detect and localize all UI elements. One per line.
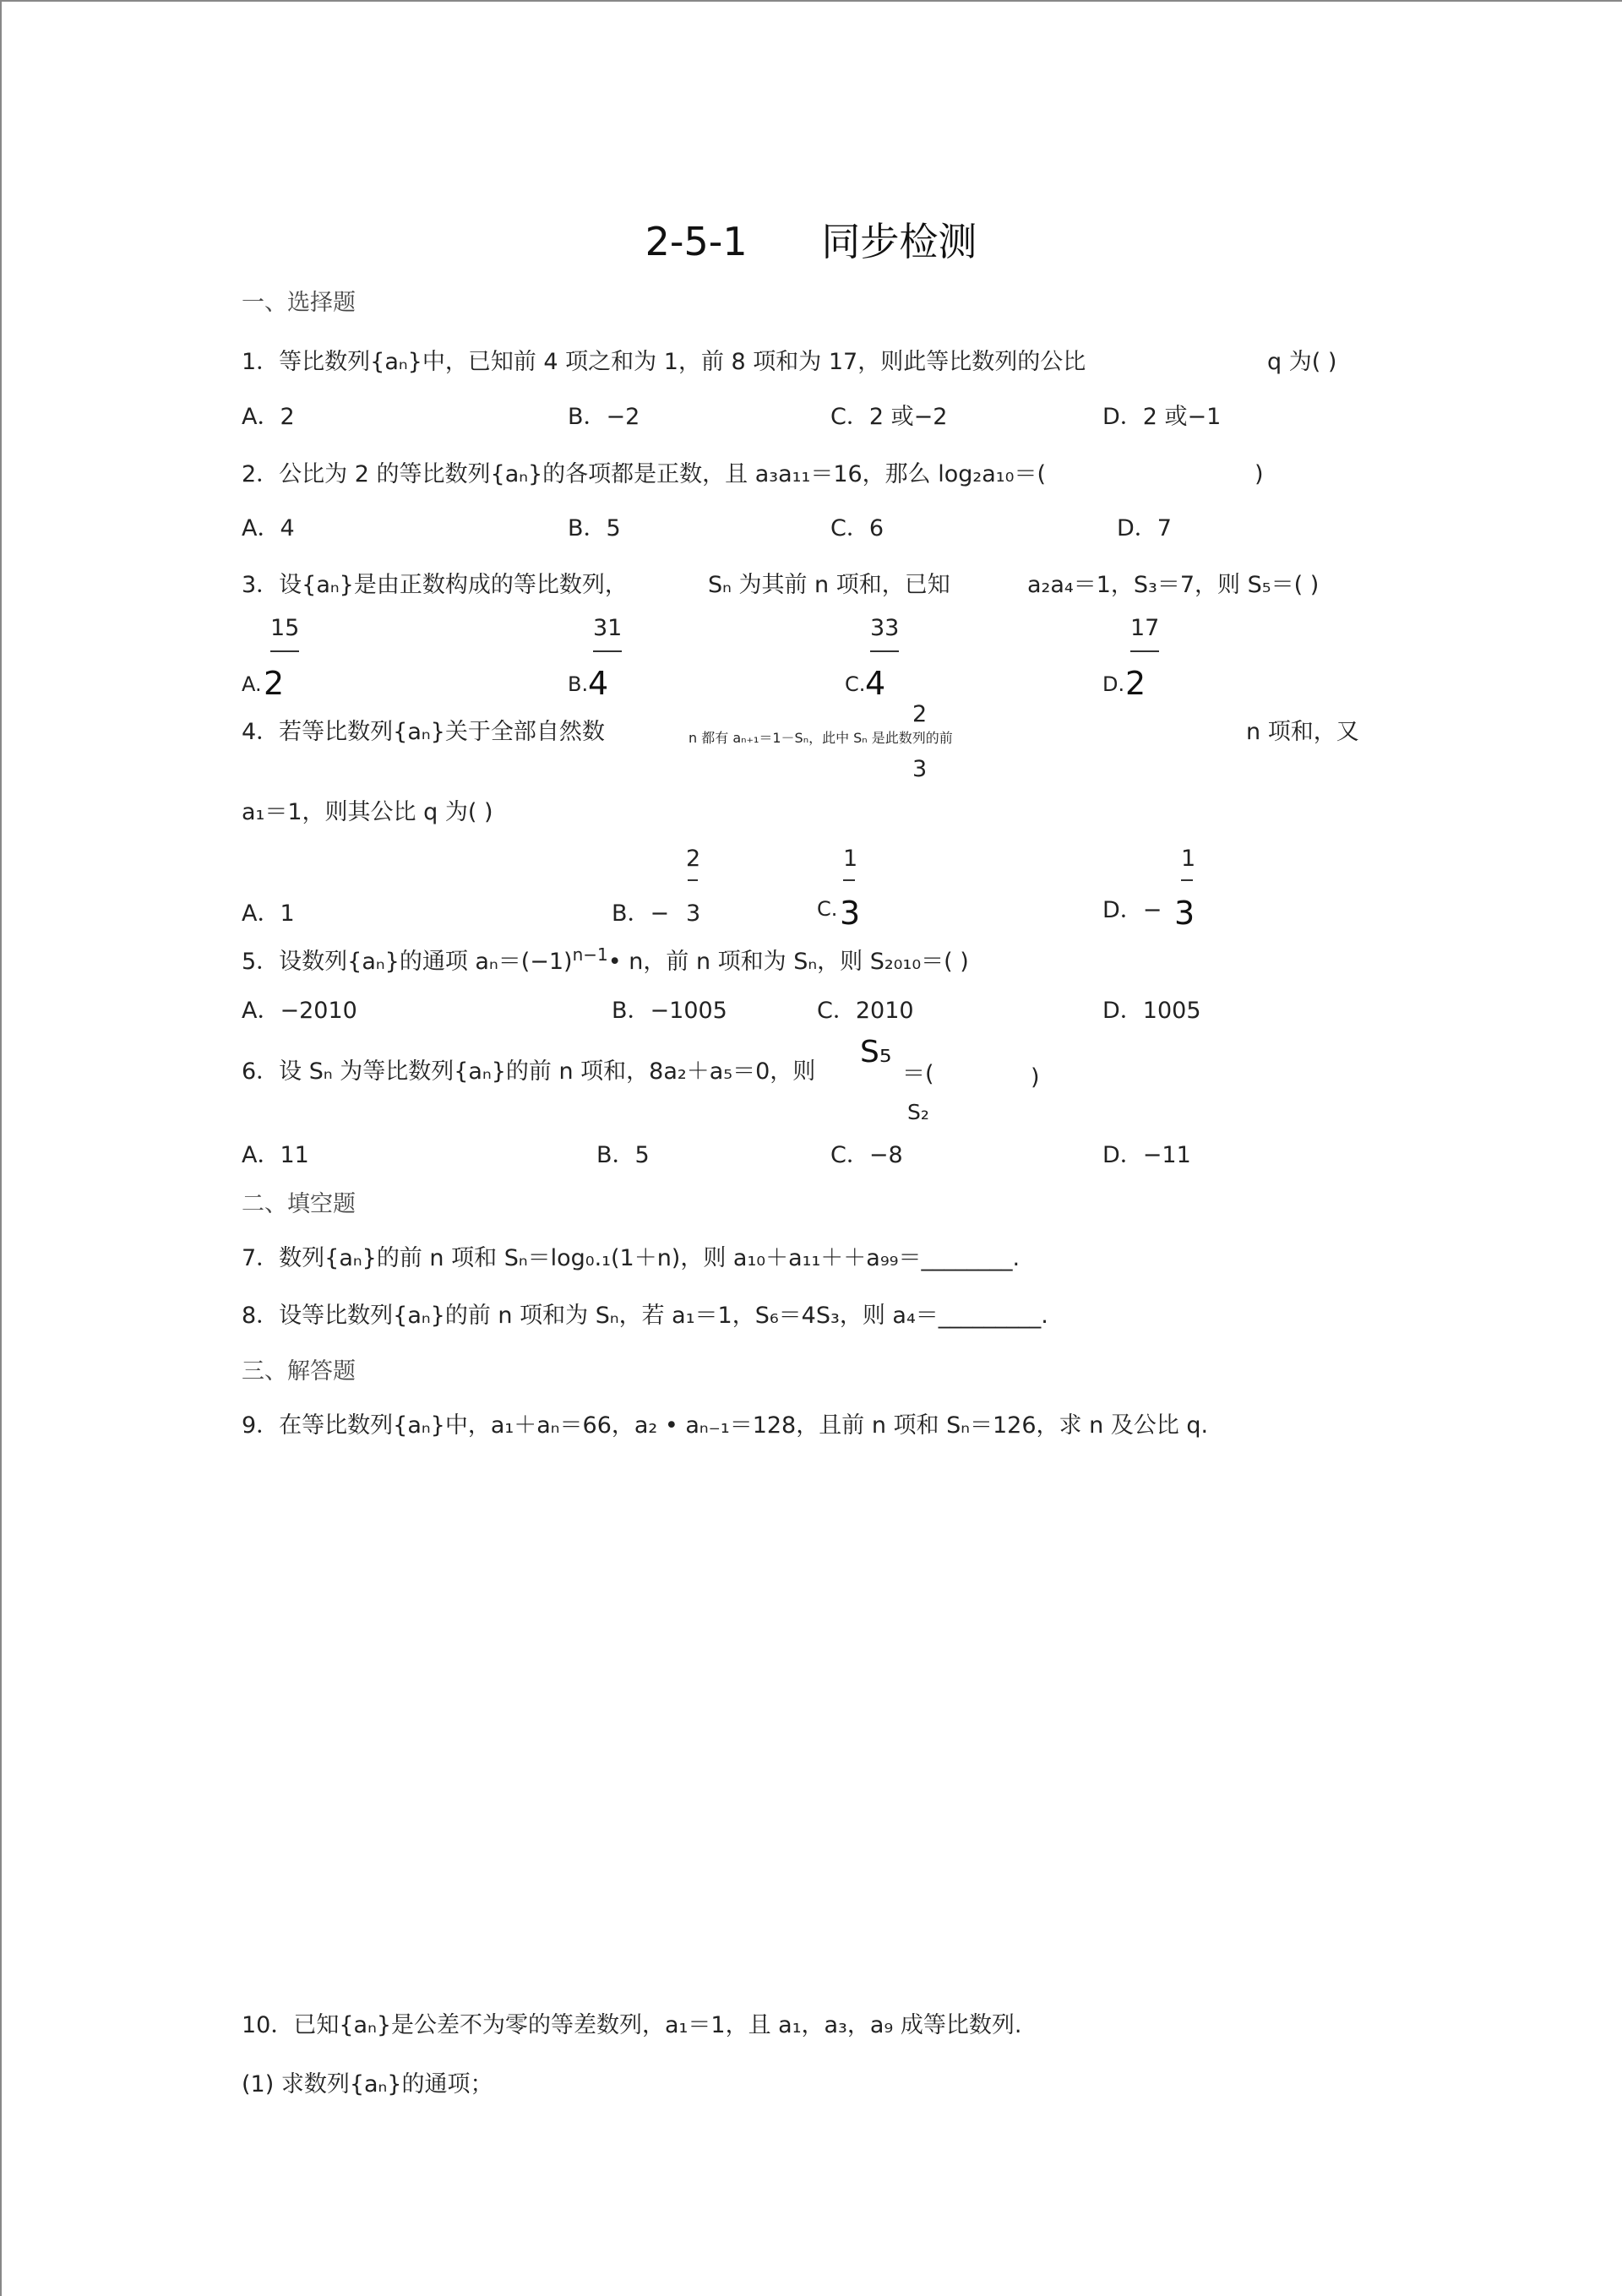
- question-5-lead: 5．设数列{aₙ}的通项 aₙ＝(−1): [242, 949, 573, 975]
- q3-option-c-denominator: 4: [865, 665, 886, 702]
- q4-option-a: A．1: [242, 900, 295, 927]
- section-heading-fill: 二、填空题: [242, 1191, 356, 1217]
- q5-option-b: B．−1005: [612, 998, 727, 1024]
- question-8-text: 8．设等比数列{aₙ}的前 n 项和为 Sₙ，若 a₁＝1，S₆＝4S₃，则 a₄＝_________.: [242, 1303, 1048, 1329]
- question-1-text: 1．等比数列{aₙ}中，已知前 4 项之和为 1，前 8 项和为 17，则此等比数列的公比: [242, 349, 1086, 375]
- question-10-text: 10．已知{aₙ}是公差不为零的等差数列，a₁＝1，且 a₁，a₃，a₉ 成等比数列.: [242, 2012, 1022, 2038]
- question-9-text: 9．在等比数列{aₙ}中，a₁＋aₙ＝66，a₂ • aₙ₋₁＝128，且前 n 项和 Sₙ＝126，求 n 及公比 q.: [242, 1412, 1209, 1439]
- q2-option-b: B．5: [568, 515, 621, 541]
- question-6-numerator: S₅: [860, 1035, 892, 1069]
- question-5-tail: • n，前 n 项和为 Sₙ，则 S₂₀₁₀＝( ): [607, 949, 969, 975]
- q4-option-c-label: C.: [817, 897, 838, 921]
- q4-option-b-label: B．−: [612, 900, 670, 927]
- q2-option-d: D．7: [1117, 515, 1172, 541]
- q3-option-c-label: C.: [845, 672, 866, 696]
- section-heading-solve: 三、解答题: [242, 1358, 356, 1385]
- question-4-fraction-numerator: 2: [912, 701, 928, 727]
- q5-option-c: C．2010: [817, 998, 914, 1024]
- question-4-condition: n 都有 aₙ₊₁＝1－Sₙ，此中 Sₙ 是此数列的前: [689, 730, 953, 746]
- q3-option-b-denominator: 4: [588, 665, 609, 702]
- question-3-text: 3．设{aₙ}是由正数构成的等比数列，: [242, 572, 628, 598]
- section-heading-choice: 一、选择题: [242, 290, 356, 316]
- q3-option-a-denominator: 2: [264, 665, 285, 702]
- q2-option-c: C．6: [830, 515, 884, 541]
- question-4-text: 4．若等比数列{aₙ}关于全部自然数: [242, 719, 605, 745]
- q4-option-b-denominator: 3: [686, 900, 701, 927]
- page-title: 2-5-1 同步检测: [645, 219, 977, 264]
- q3-option-c-numerator: 33: [870, 615, 900, 641]
- q4-option-d-denominator: 3: [1174, 895, 1195, 932]
- q2-option-a: A．4: [242, 515, 295, 541]
- q6-option-a: A．11: [242, 1142, 309, 1168]
- q6-option-b: B．5: [596, 1142, 650, 1168]
- question-6-text: 6．设 Sₙ 为等比数列{aₙ}的前 n 项和，8a₂＋a₅＝0，则: [242, 1058, 816, 1085]
- q3-option-a-numerator: 15: [270, 615, 300, 641]
- q1-option-a: A．2: [242, 404, 295, 430]
- q5-option-d: D．1005: [1102, 998, 1201, 1024]
- question-3-mid: Sₙ 为其前 n 项和，已知: [708, 572, 950, 598]
- q1-option-b: B．−2: [568, 404, 640, 430]
- q3-option-d-label: D.: [1102, 672, 1125, 696]
- q4-option-c-denominator: 3: [840, 895, 861, 932]
- q6-option-d: D．−11: [1102, 1142, 1191, 1168]
- question-2-tail: ): [1255, 461, 1264, 487]
- question-6-equals: ＝(: [902, 1061, 934, 1087]
- q4-option-d-label: D．−: [1102, 897, 1162, 923]
- q1-option-c: C．2 或−2: [830, 404, 948, 430]
- question-1-tail: q 为( ): [1267, 349, 1337, 375]
- question-5-text: [242, 946, 969, 973]
- q3-option-d-numerator: 17: [1130, 615, 1160, 641]
- question-3-tail: a₂a₄＝1，S₃＝7，则 S₅＝( ): [1027, 572, 1320, 598]
- question-5-exponent: n−1: [572, 944, 608, 965]
- q4-option-b-numerator: 2: [686, 846, 701, 872]
- q6-option-c: C．−8: [830, 1142, 903, 1168]
- question-2-text: 2．公比为 2 的等比数列{aₙ}的各项都是正数，且 a₃a₁₁＝16，那么 log₂a₁₀＝(: [242, 461, 1046, 487]
- question-4-line2: a₁＝1，则其公比 q 为( ): [242, 799, 493, 825]
- q3-option-d-denominator: 2: [1125, 665, 1146, 702]
- q3-option-b-numerator: 31: [593, 615, 623, 641]
- question-4-tail: n 项和，又: [1246, 719, 1359, 745]
- q3-option-b-label: B.: [568, 672, 589, 696]
- q1-option-d: D．2 或−1: [1102, 404, 1222, 430]
- question-10-part-1: (1) 求数列{aₙ}的通项；: [242, 2071, 493, 2097]
- q3-option-a-label: A.: [242, 672, 262, 696]
- question-6-close-paren: ): [1031, 1064, 1040, 1091]
- q4-option-d-numerator: 1: [1181, 846, 1196, 872]
- question-4-fraction-denominator: 3: [912, 756, 928, 782]
- question-6-denominator: S₂: [907, 1100, 929, 1124]
- q5-option-a: A．−2010: [242, 998, 357, 1024]
- q4-option-c-numerator: 1: [843, 846, 858, 872]
- question-7-text: 7．数列{aₙ}的前 n 项和 Sₙ＝log₀.₁(1＋n)，则 a₁₀＋a₁₁＋＋a₉₉＝________.: [242, 1245, 1021, 1271]
